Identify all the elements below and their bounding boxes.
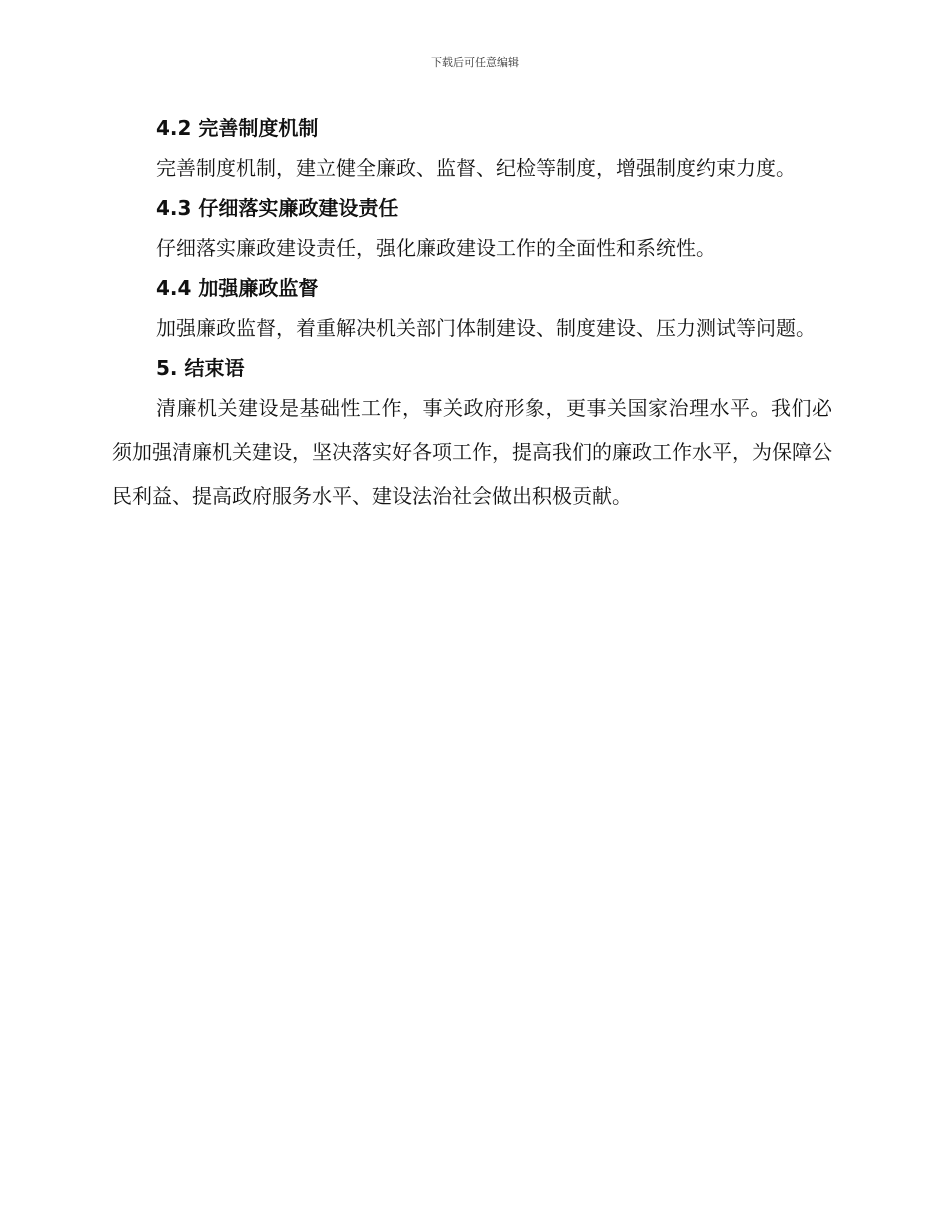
section-heading-4-3: 4.3 仔细落实廉政建设责任 xyxy=(156,196,399,220)
section-paragraph-4-2: 完善制度机制，建立健全廉政、监督、纪检等制度，增强制度约束力度。 xyxy=(156,156,796,180)
section-paragraph-4-3: 仔细落实廉政建设责任，强化廉政建设工作的全面性和系统性。 xyxy=(156,236,716,260)
section-heading-4-2: 4.2 完善制度机制 xyxy=(156,116,319,140)
page-header-note: 下载后可任意编辑 xyxy=(431,56,519,69)
section-paragraph-5: 清廉机关建设是基础性工作，事关政府形象，更事关国家治理水平。我们必须加强清廉机关建设，坚决落实好各项工作，提高我们的廉政工作水平，为保障公民利益、提高政府服务水平、建设法治社会做出积极贡献。 xyxy=(112,396,832,508)
document-body xyxy=(112,110,832,518)
section-heading-4-4: 4.4 加强廉政监督 xyxy=(156,276,319,300)
section-paragraph-4-4: 加强廉政监督，着重解决机关部门体制建设、制度建设、压力测试等问题。 xyxy=(156,316,816,340)
section-heading-5: 5. 结束语 xyxy=(156,356,245,380)
